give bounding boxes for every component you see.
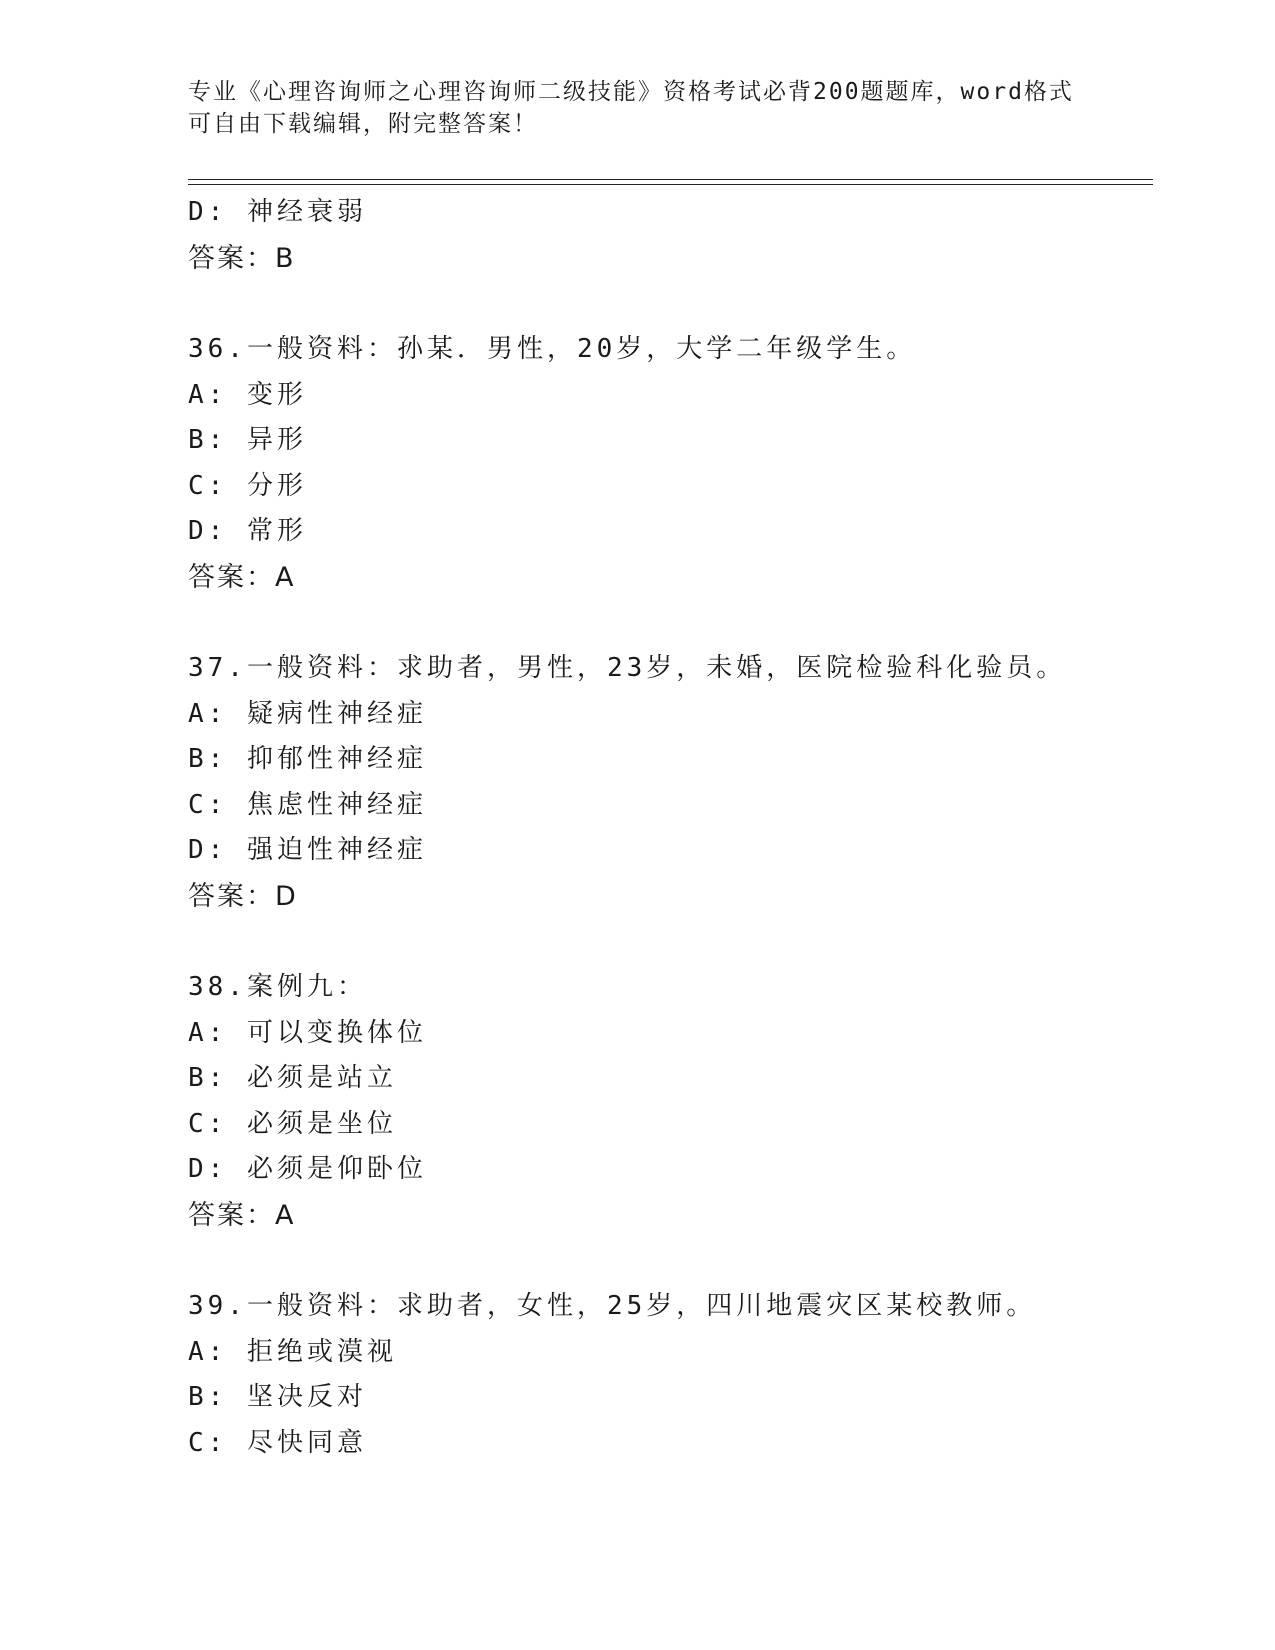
option-d: D: 必须是仰卧位: [188, 1154, 427, 1184]
option-c: C: 必须是坐位: [188, 1108, 397, 1139]
question-38: [188, 965, 1148, 1238]
header-divider-top: [188, 179, 1153, 180]
document-header: [188, 76, 1088, 140]
question-36: [188, 327, 1148, 600]
option-a: A: 可以变换体位: [188, 1017, 427, 1048]
header-line-1: 专业《心理咨询师之心理咨询师二级技能》资格考试必背200题题库，word格式: [188, 79, 1074, 105]
spacer: [188, 919, 1148, 965]
question-35-continuation: [188, 190, 1148, 281]
option-d: D: 常形: [188, 516, 307, 546]
question-stem: 38.案例九：: [188, 972, 367, 1002]
option-c: C: 焦虑性神经症: [188, 789, 427, 820]
question-stem: 36.一般资料：孙某．男性，20岁，大学二年级学生。: [188, 334, 917, 364]
option-a: A: 拒绝或漠视: [188, 1336, 397, 1367]
option-c: C: 尽快同意: [188, 1427, 367, 1458]
option-c: C: 分形: [188, 470, 307, 501]
question-stem: 39.一般资料：求助者，女性，25岁，四川地震灾区某校教师。: [188, 1291, 1037, 1321]
answer-line: 答案：A: [188, 1199, 296, 1231]
header-divider-bottom: [188, 184, 1153, 185]
header-line-2: 可自由下载编辑，附完整答案！: [188, 111, 538, 137]
option-d: D: 强迫性神经症: [188, 835, 427, 865]
spacer: [188, 281, 1148, 327]
question-stem: 37.一般资料：求助者，男性，23岁，未婚，医院检验科化验员。: [188, 653, 1067, 683]
answer-line: 答案：B: [188, 242, 296, 274]
option-a: A: 疑病性神经症: [188, 698, 427, 729]
option-b: B: 异形: [188, 425, 307, 455]
question-39: [188, 1284, 1148, 1466]
option-b: B: 必须是站立: [188, 1063, 397, 1093]
question-37: [188, 646, 1148, 919]
option-d: D: 神经衰弱: [188, 197, 367, 227]
answer-line: 答案：D: [188, 880, 298, 912]
answer-line: 答案：A: [188, 561, 296, 593]
option-a: A: 变形: [188, 379, 307, 410]
spacer: [188, 600, 1148, 646]
question-list: [188, 190, 1148, 1466]
option-b: B: 抑郁性神经症: [188, 744, 427, 774]
spacer: [188, 1238, 1148, 1284]
option-b: B: 坚决反对: [188, 1382, 367, 1412]
